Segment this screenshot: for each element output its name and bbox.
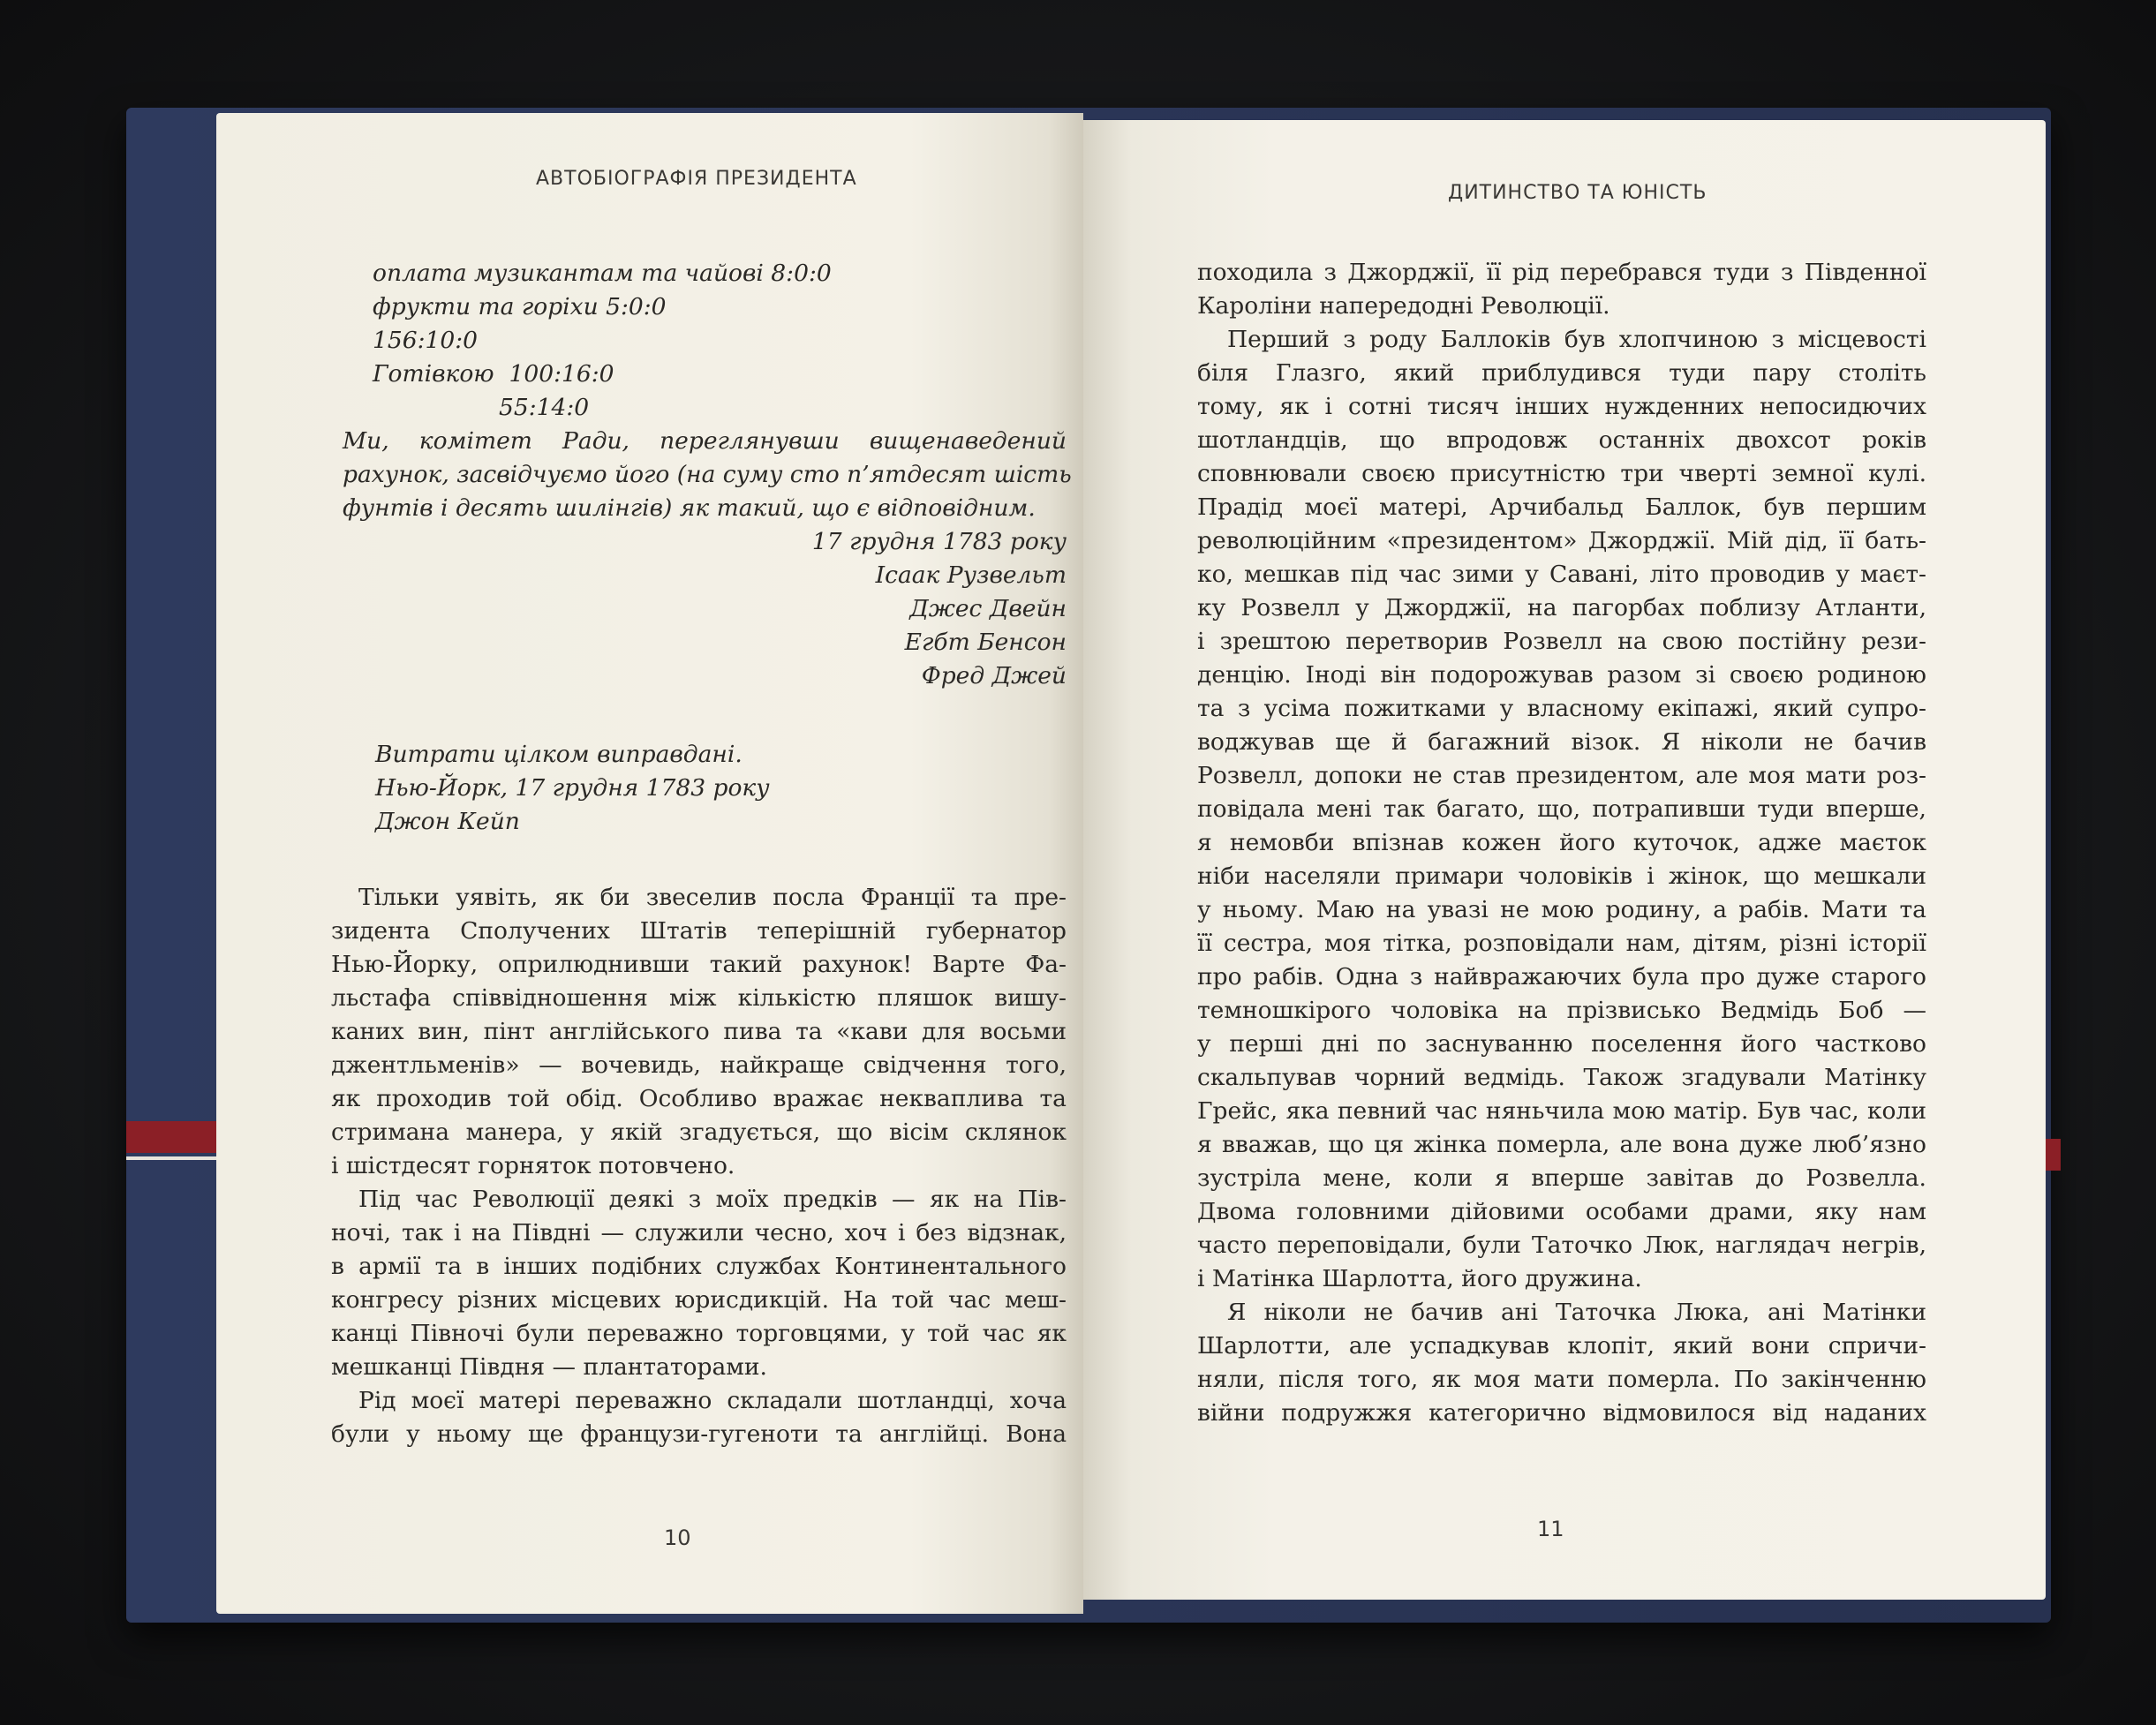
left-line-4: 55:14:0 [499,394,590,421]
left-line-1: фрукти та горіхи 5:0:0 [373,293,667,320]
left-line-29: канці Півночі були переважно торговцями, у той час як [331,1320,1067,1347]
right-line-22: темношкірого чоловіка на прізвисько Ведмідь Боб — [1197,997,1926,1024]
left-line-10: Джес Двейн [909,595,1067,622]
left-line-7: фунтів і десять шилінгів) як такий, що є відповідним. [343,494,1036,522]
left-line-14: Нью-Йорк, 17 грудня 1783 року [375,774,770,802]
right-line-18: ніби населяли примари чоловіків і жінок, що мешкали [1197,862,1926,890]
right-line-1: Кароліни напередодні Революції. [1197,292,1610,320]
right-line-20: її сестра, моя тітка, розповідали нам, дітям, різні історії [1197,930,1926,957]
left-line-6: рахунок, засвідчуємо його (на суму сто п’ятдесят шість [343,461,1072,488]
right-line-29: часто переповідали, були Таточко Люк, наглядач негрів, [1197,1232,1926,1259]
right-line-6: сповнювали своєю присутністю три чверті земної кулі. [1197,460,1926,487]
right-line-33: няли, після того, як моя мати померла. По закінченню [1197,1366,1926,1393]
left-line-26: ночі, так і на Півдні — служили чесно, хоч і без відзнак, [331,1219,1067,1247]
left-line-20: каних вин, пінт англійського пива та «кави для восьми [331,1018,1067,1045]
left-line-19: льстафа співвідношення між кількістю пляшок вишу- [331,984,1067,1012]
left-line-3: Готівкою 100:16:0 [373,360,614,388]
right-line-19: у ньому. Маю на увазі не мою родину, а рабів. Мати та [1197,896,1926,923]
right-line-17: я немовби впізнав кожен його куточок, адже маєток [1197,829,1926,856]
left-line-15: Джон Кейп [375,808,520,835]
right-line-24: скальпував чорний ведмідь. Також згадували Матінку [1197,1064,1926,1091]
right-line-16: повідала мені так багато, що, потрапивши туди вперше, [1197,795,1926,823]
right-line-26: я вважав, що ця жінка померла, але вона дуже люб’язно [1197,1131,1926,1158]
left-line-17: зидента Сполучених Штатів теперішній губернатор [331,917,1067,945]
left-running-head: АВТОБІОГРАФІЯ ПРЕЗИДЕНТА [536,168,857,190]
right-line-12: денцію. Іноді він подорожував разом зі своєю родиною [1197,661,1926,689]
right-line-10: ку Розвелл у Джорджії, на пагорбах поблизу Атланти, [1197,594,1926,621]
left-page [216,113,1083,1614]
right-line-13: та з усіма пожитками у власному екіпажі, який супро- [1197,695,1926,722]
left-line-8: 17 грудня 1783 року [811,528,1067,555]
right-line-3: біля Глазго, який приблудився туди пару століть [1197,359,1926,387]
right-line-21: про рабів. Одна з найвражаючих була про дуже старого [1197,963,1926,991]
right-line-30: і Матінка Шарлотта, його дружина. [1197,1265,1642,1292]
right-line-9: ко, мешкав під час зими у Савані, літо проводив у маєт- [1197,561,1926,588]
left-line-2: 156:10:0 [373,327,479,354]
left-line-18: Нью-Йорку, оприлюднивши такий рахунок! Варте Фа- [331,951,1067,978]
right-line-27: зустріла мене, коли я вперше завітав до Розвелла. [1197,1164,1926,1192]
left-line-28: конгресу різних місцевих юрисдикцій. На той час меш- [331,1286,1067,1314]
right-line-4: тому, як і сотні тисяч інших нужденних непосидючих [1197,393,1926,420]
left-page-number: 10 [664,1525,691,1550]
right-line-7: Прадід моєї матері, Арчибальд Баллок, був першим [1197,493,1926,521]
right-line-8: революційним «президентом» Джорджії. Мій дід, її бать- [1197,527,1926,554]
right-line-15: Розвелл, допоки не став президентом, але моя мати роз- [1197,762,1926,789]
left-line-27: в армії та в інших подібних службах Континентального [331,1253,1067,1280]
right-page [1083,120,2046,1600]
left-line-11: Егбт Бенсон [904,629,1067,656]
left-line-0: оплата музикантам та чайові 8:0:0 [373,260,832,287]
left-line-30: мешканці Півдня — плантаторами. [331,1353,767,1381]
right-line-31: Я ніколи не бачив ані Таточка Люка, ані Матінки [1227,1299,1926,1326]
left-line-23: стримана манера, у якій згадується, що вісім склянок [331,1119,1067,1146]
left-line-25: Під час Революції деякі з моїх предків — як на Пів- [358,1186,1067,1213]
right-line-28: Двома головними дійовими особами драми, яку нам [1197,1198,1926,1225]
right-line-0: походила з Джорджії, її рід перебрався туди з Південної [1197,259,1926,286]
right-running-head: ДИТИНСТВО ТА ЮНІСТЬ [1448,182,1707,204]
left-line-13: Витрати цілком виправдані. [375,741,743,768]
right-line-14: воджував ще й багажний візок. Я ніколи не бачив [1197,728,1926,756]
left-line-16: Тільки уявіть, як би звеселив посла Франції та пре- [358,884,1067,911]
left-line-31: Рід моєї матері переважно складали шотландці, хоча [358,1387,1067,1414]
right-line-34: війни подружжя категорично відмовилося від наданих [1197,1399,1926,1427]
left-line-12: Фред Джей [921,662,1067,689]
right-line-11: і зрештою перетворив Розвелл на свою постійну рези- [1197,628,1926,655]
cover-stripe-left [126,1121,223,1153]
cover-line-left [126,1156,223,1160]
left-line-21: джентльменів» — вочевидь, найкраще свідчення того, [331,1051,1067,1079]
right-line-25: Грейс, яка певний час няньчила мою матір. Був час, коли [1197,1097,1926,1125]
right-line-32: Шарлотти, але успадкував клопіт, який вони спричи- [1197,1332,1926,1360]
right-line-23: у перші дні по заснуванню поселення його частково [1197,1030,1926,1058]
left-line-32: були у ньому ще французи-гугеноти та англійці. Вона [331,1420,1067,1448]
right-line-5: шотландців, що впродовж останніх двохсот років [1197,426,1926,454]
left-line-24: і шістдесят горняток потовчено. [331,1152,735,1179]
right-line-2: Перший з роду Баллоків був хлопчиною з місцевості [1227,326,1926,353]
right-page-number: 11 [1537,1517,1564,1541]
left-line-22: як проходив той обід. Особливо вражає некваплива та [331,1085,1067,1112]
left-line-9: Ісаак Рузвельт [875,561,1067,589]
left-line-5: Ми, комітет Ради, переглянувши вищенаведений [343,427,1067,455]
